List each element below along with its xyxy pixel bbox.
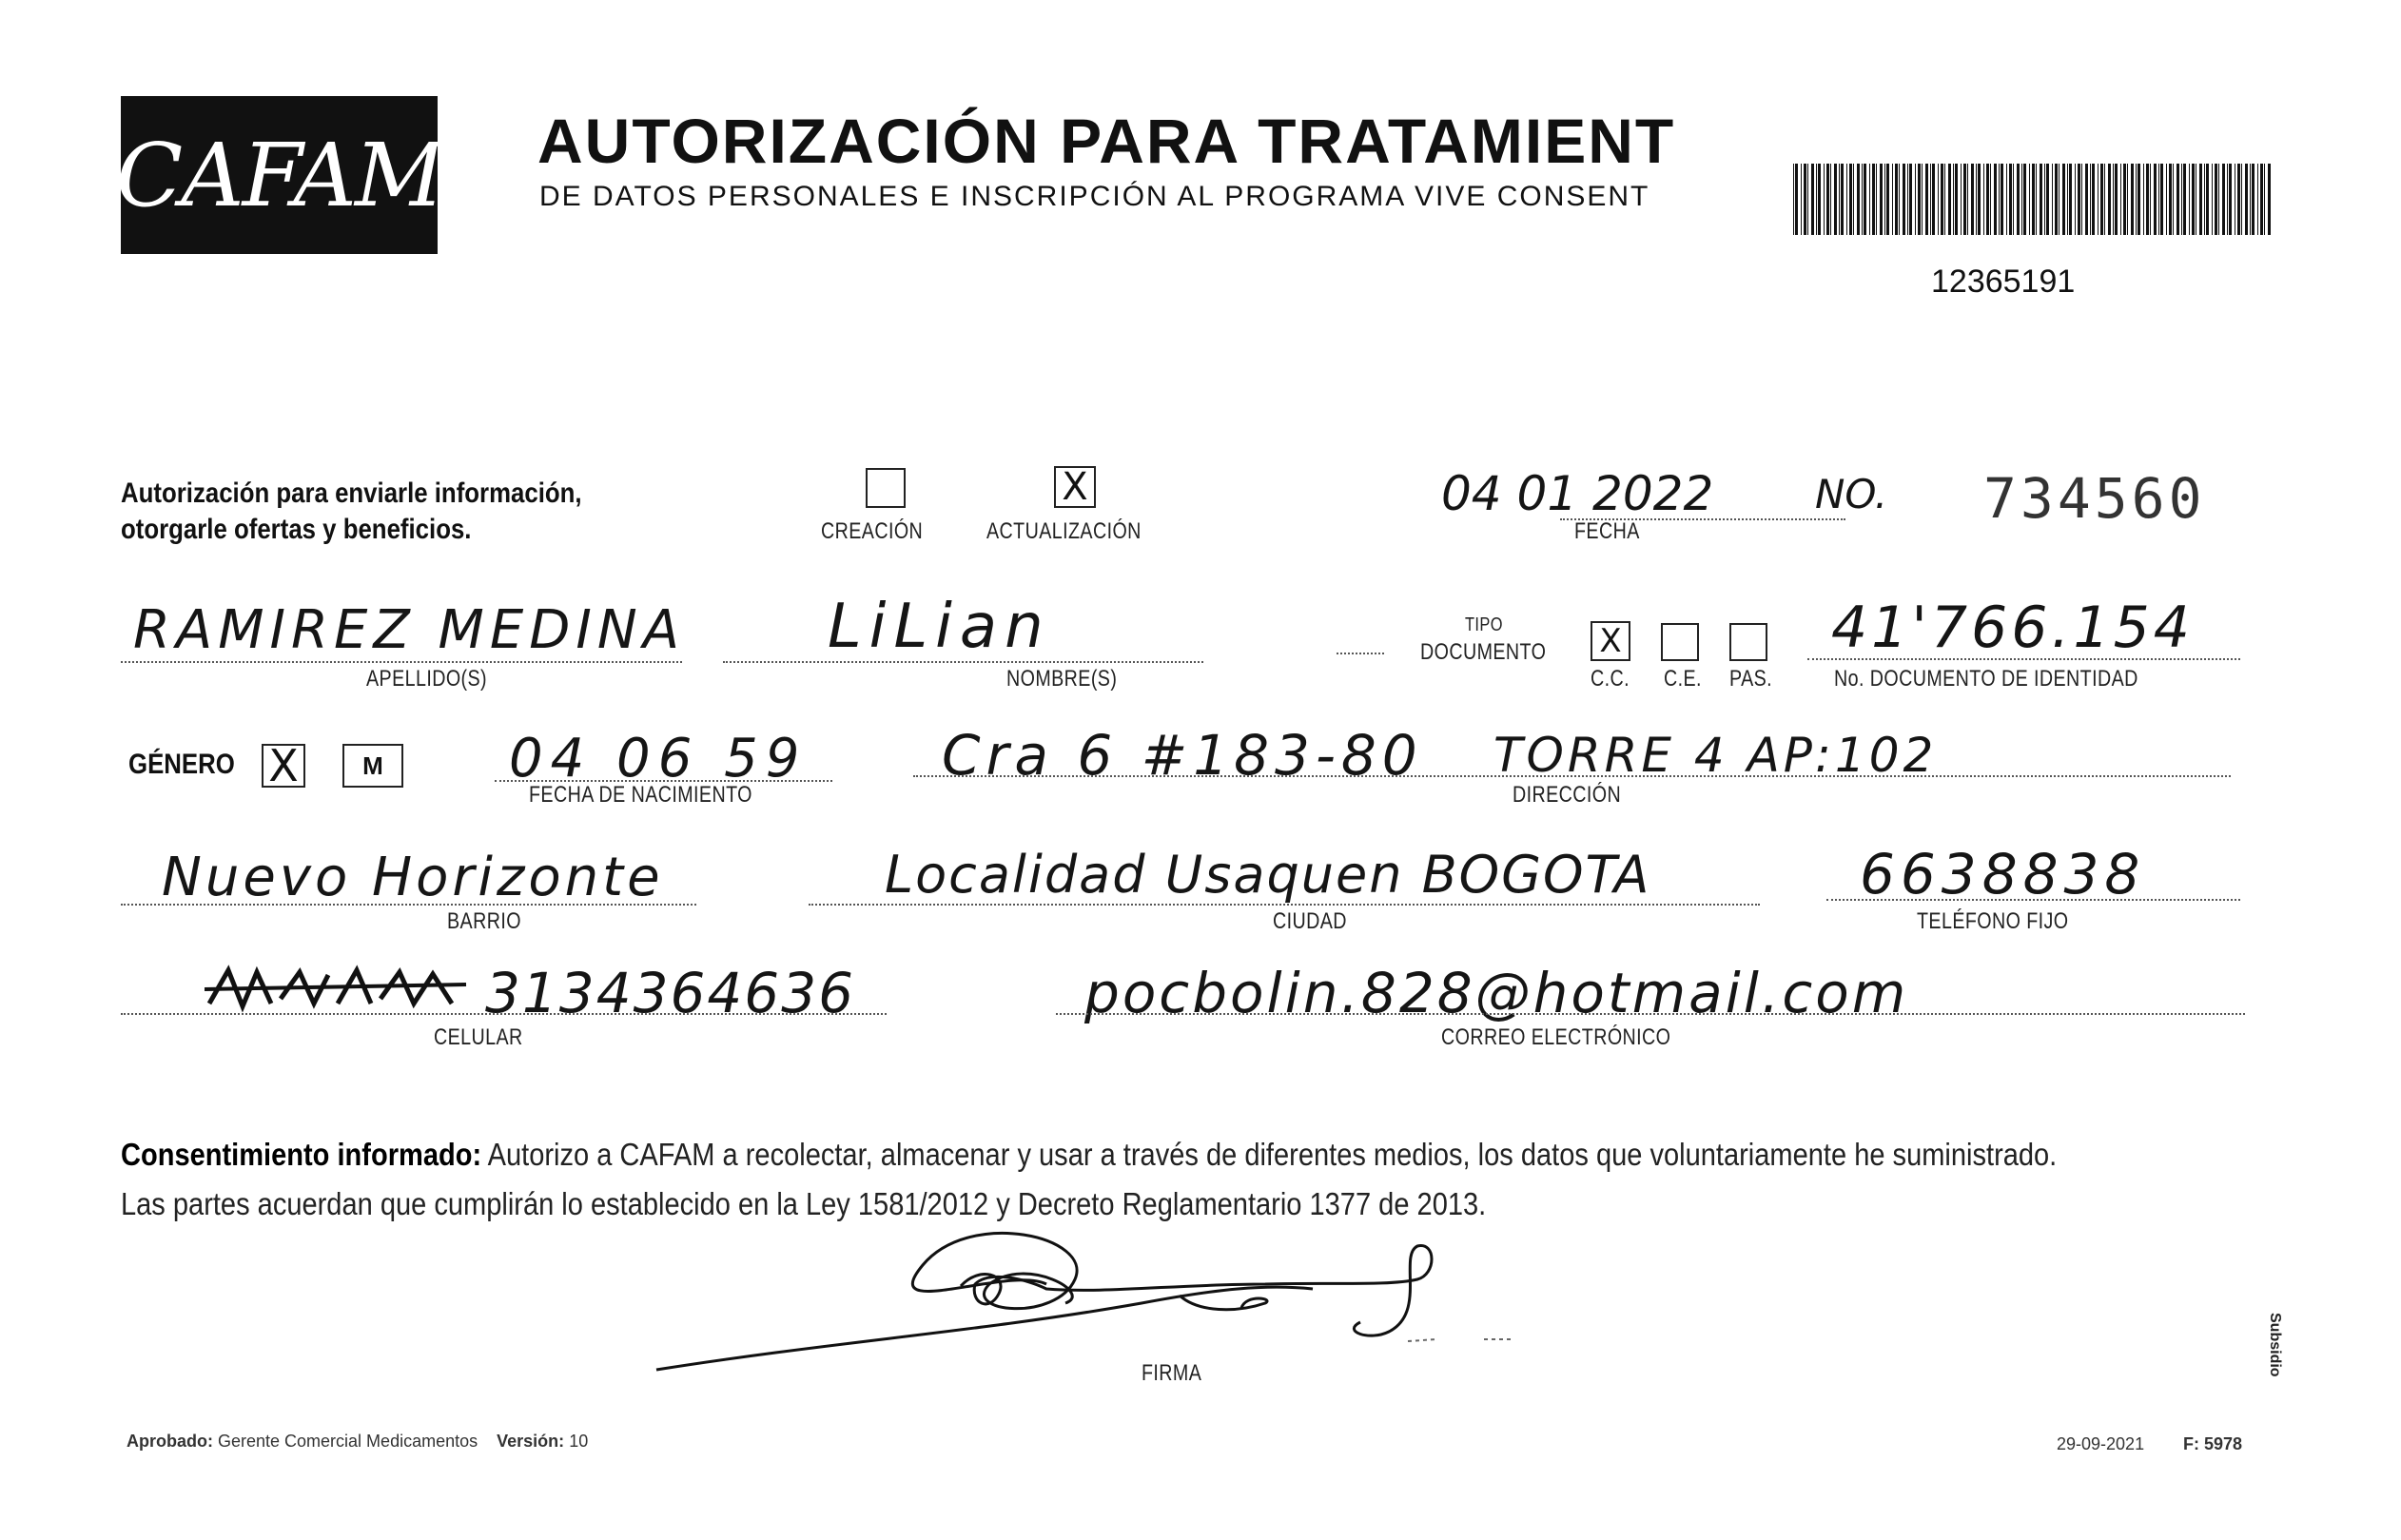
barcode-bar bbox=[1953, 164, 1954, 235]
barcode-bar bbox=[2046, 164, 2049, 235]
barcode-bar bbox=[2104, 164, 2105, 235]
barcode-bar bbox=[2215, 164, 2217, 235]
barcode-bar bbox=[2078, 164, 2080, 235]
barcode-number: 12365191 bbox=[1931, 263, 2076, 300]
creation-checkbox[interactable] bbox=[866, 468, 906, 508]
barcode-bar bbox=[1849, 164, 1852, 235]
barcode-bar bbox=[1915, 164, 1916, 235]
barcode-bar bbox=[1999, 164, 2000, 235]
barcode-bar bbox=[1884, 164, 1885, 235]
consent-line-2: Las partes acuerdan que cumplirán lo establecido en la Ley 1581/2012 y Decreto Reglamentario 1377 de 2013. bbox=[121, 1186, 1487, 1221]
footer-code: F: 5978 bbox=[2183, 1434, 2243, 1453]
barcode-bar bbox=[2092, 164, 2095, 235]
surnames-line bbox=[121, 661, 682, 663]
barcode-bar bbox=[1961, 164, 1962, 235]
mobile-line bbox=[121, 1013, 887, 1015]
barcode-bar bbox=[1886, 164, 1889, 235]
barcode-bar bbox=[1918, 164, 1921, 235]
address-label: DIRECCIÓN bbox=[1513, 782, 1622, 808]
barcode-bar bbox=[2021, 164, 2022, 235]
barcode-bar bbox=[1925, 164, 1928, 235]
barcode-bar bbox=[2150, 164, 2151, 235]
barcode-bar bbox=[2036, 164, 2037, 235]
barcode-bar bbox=[2206, 164, 2209, 235]
barcode-bar bbox=[1816, 164, 1817, 235]
gender-label: GÉNERO bbox=[128, 749, 235, 780]
barcode-bar bbox=[1938, 164, 1939, 235]
approved-value: Gerente Comercial Medicamentos bbox=[218, 1432, 478, 1451]
barcode-bar bbox=[1930, 164, 1931, 235]
barcode-bar bbox=[2181, 164, 2182, 235]
footer-approved bbox=[127, 1432, 588, 1452]
doc-number-line bbox=[1807, 658, 2240, 660]
consent-line-1: Autorizo a CAFAM a recolectar, almacenar y usar a través de diferentes medios, los datos que voluntariamente he suministrado. bbox=[487, 1137, 2058, 1172]
city-line bbox=[809, 904, 1760, 906]
barcode-bar bbox=[1971, 164, 1974, 235]
barcode-bar bbox=[2143, 164, 2144, 235]
signature-label: FIRMA bbox=[1142, 1360, 1202, 1386]
barcode-bar bbox=[1967, 164, 1968, 235]
doc-number-label: No. DOCUMENTO DE IDENTIDAD bbox=[1834, 666, 2138, 692]
barcode-bar bbox=[2062, 164, 2065, 235]
email-value: pocbolin.828@hotmail.com bbox=[1084, 961, 1909, 1025]
barcode-bar bbox=[2040, 164, 2042, 235]
consent-heading: Consentimiento informado: bbox=[121, 1137, 482, 1172]
barcode-bar bbox=[2136, 164, 2137, 235]
creation-label: CREACIÓN bbox=[821, 518, 924, 544]
barcode-bar bbox=[1899, 164, 1900, 235]
names-line-tail bbox=[1337, 653, 1384, 654]
barcode-bar bbox=[1948, 164, 1951, 235]
barcode-bar bbox=[2009, 164, 2012, 235]
barcode-bar bbox=[1853, 164, 1854, 235]
neighborhood-value: Nuevo Horizonte bbox=[162, 847, 664, 908]
phone-line bbox=[1826, 899, 2240, 901]
barcode-bar bbox=[1932, 164, 1935, 235]
barcode-bar bbox=[2055, 164, 2058, 235]
barcode-bar bbox=[1846, 164, 1847, 235]
barcode-bar bbox=[2029, 164, 2030, 235]
barcode bbox=[1793, 164, 2274, 235]
birth-date-label: FECHA DE NACIMIENTO bbox=[529, 782, 752, 808]
barcode-bar bbox=[2160, 164, 2163, 235]
barcode-bar bbox=[2131, 164, 2134, 235]
barcode-bar bbox=[1994, 164, 1997, 235]
version-value: 10 bbox=[569, 1432, 589, 1451]
barcode-bar bbox=[1986, 164, 1989, 235]
authorization-text-2: otorgarle ofertas y beneficios. bbox=[121, 514, 472, 545]
authorization-text-1: Autorización para enviarle información, bbox=[121, 478, 582, 509]
barcode-bar bbox=[1990, 164, 1991, 235]
barcode-bar bbox=[1839, 164, 1840, 235]
doc-type-label-2: DOCUMENTO bbox=[1420, 639, 1547, 665]
barcode-bar bbox=[2137, 164, 2140, 235]
barcode-bar bbox=[1922, 164, 1923, 235]
mobile-label: CELULAR bbox=[434, 1024, 523, 1050]
signature bbox=[647, 1227, 1598, 1398]
gender-m-checkbox[interactable] bbox=[342, 744, 403, 788]
barcode-bar bbox=[2264, 164, 2265, 235]
barcode-bar bbox=[2013, 164, 2014, 235]
address-extra: TORRE 4 AP:102 bbox=[1493, 728, 1938, 783]
barcode-bar bbox=[2081, 164, 2082, 235]
barcode-bar bbox=[1903, 164, 1905, 235]
doc-type-ce-checkbox[interactable] bbox=[1661, 623, 1699, 661]
footer-date: 29-09-2021 bbox=[2057, 1434, 2145, 1453]
barcode-bar bbox=[1909, 164, 1912, 235]
barcode-bar bbox=[1978, 164, 1981, 235]
barcode-bar bbox=[2113, 164, 2114, 235]
barcode-bar bbox=[2257, 164, 2258, 235]
doc-type-label-1: TIPO bbox=[1465, 614, 1503, 635]
barcode-bar bbox=[2260, 164, 2263, 235]
barcode-bar bbox=[2052, 164, 2053, 235]
barcode-bar bbox=[2108, 164, 2111, 235]
barcode-bar bbox=[1876, 164, 1877, 235]
barcode-bar bbox=[1834, 164, 1837, 235]
doc-type-pas-checkbox[interactable] bbox=[1729, 623, 1767, 661]
date-value: 04 01 2022 bbox=[1441, 466, 1714, 521]
crossed-out-text bbox=[205, 961, 471, 1018]
barcode-bar bbox=[2090, 164, 2091, 235]
mobile-value: 3134364636 bbox=[485, 961, 856, 1025]
barcode-bar bbox=[1826, 164, 1829, 235]
barcode-bar bbox=[1955, 164, 1958, 235]
barcode-bar bbox=[2177, 164, 2179, 235]
barcode-bar bbox=[2146, 164, 2149, 235]
form-subtitle: DE DATOS PERSONALES E INSCRIPCIÓN AL PROGRAMA VIVE CONSENT bbox=[539, 181, 1650, 212]
barcode-bar bbox=[1818, 164, 1821, 235]
barcode-bar bbox=[1862, 164, 1863, 235]
barcode-bar bbox=[1944, 164, 1945, 235]
logo-text: CAFAM bbox=[115, 124, 443, 226]
update-checkbox[interactable]: X bbox=[1054, 466, 1096, 508]
barcode-bar bbox=[2100, 164, 2103, 235]
barcode-bar bbox=[2250, 164, 2251, 235]
phone-value: 6638838 bbox=[1860, 842, 2146, 906]
doc-type-pas-label: PAS. bbox=[1729, 666, 1773, 692]
surnames-label: APELLIDO(S) bbox=[366, 666, 488, 692]
barcode-bar bbox=[2017, 164, 2020, 235]
barcode-bar bbox=[1976, 164, 1977, 235]
barcode-bar bbox=[2227, 164, 2228, 235]
barcode-bar bbox=[2169, 164, 2172, 235]
barcode-bar bbox=[2123, 164, 2126, 235]
barcode-bar bbox=[2183, 164, 2186, 235]
barcode-bar bbox=[2245, 164, 2248, 235]
barcode-bar bbox=[1895, 164, 1898, 235]
date-label: FECHA bbox=[1574, 518, 1640, 544]
neighborhood-line bbox=[121, 904, 696, 906]
barcode-bar bbox=[2229, 164, 2232, 235]
consent-text bbox=[121, 1130, 2058, 1229]
barcode-bar bbox=[1811, 164, 1814, 235]
update-label: ACTUALIZACIÓN bbox=[986, 518, 1142, 544]
barcode-bar bbox=[2166, 164, 2167, 235]
barcode-bar bbox=[2268, 164, 2271, 235]
barcode-bar bbox=[2237, 164, 2240, 235]
phone-label: TELÉFONO FIJO bbox=[1917, 908, 2069, 934]
barcode-bar bbox=[1907, 164, 1908, 235]
address-value: Cra 6 #183-80 bbox=[942, 723, 1423, 788]
birth-date-value: 04 06 59 bbox=[509, 728, 808, 789]
barcode-bar bbox=[2001, 164, 2003, 235]
barcode-bar bbox=[2218, 164, 2219, 235]
barcode-bar bbox=[2192, 164, 2195, 235]
barcode-bar bbox=[2067, 164, 2068, 235]
names-line bbox=[723, 661, 1203, 663]
doc-type-ce-label: C.E. bbox=[1664, 666, 1702, 692]
barcode-bar bbox=[2252, 164, 2255, 235]
barcode-bar bbox=[2158, 164, 2159, 235]
barcode-bar bbox=[2199, 164, 2202, 235]
no-label: NO. bbox=[1815, 471, 1888, 517]
barcode-bar bbox=[2222, 164, 2225, 235]
barcode-bar bbox=[2085, 164, 2088, 235]
barcode-bar bbox=[1864, 164, 1866, 235]
city-value: Localidad Usaquen BOGOTA bbox=[885, 845, 1651, 905]
email-label: CORREO ELECTRÓNICO bbox=[1441, 1024, 1671, 1050]
barcode-bar bbox=[1869, 164, 1870, 235]
surnames-value: RAMIREZ MEDINA bbox=[133, 599, 686, 661]
barcode-bar bbox=[2032, 164, 2035, 235]
barcode-bar bbox=[2212, 164, 2213, 235]
barcode-bar bbox=[2154, 164, 2157, 235]
side-text: Subsidio bbox=[2267, 1313, 2283, 1377]
barcode-bar bbox=[1793, 164, 1794, 235]
form-title: AUTORIZACIÓN PARA TRATAMIENT bbox=[537, 106, 1676, 176]
barcode-bar bbox=[1804, 164, 1806, 235]
doc-type-cc-label: C.C. bbox=[1591, 666, 1630, 692]
version-label: Versión: bbox=[497, 1432, 565, 1451]
barcode-bar bbox=[1983, 164, 1984, 235]
barcode-bar bbox=[2127, 164, 2128, 235]
neighborhood-label: BARRIO bbox=[447, 908, 521, 934]
barcode-bar bbox=[2189, 164, 2190, 235]
barcode-bar bbox=[1801, 164, 1802, 235]
form-number: 734560 bbox=[1983, 466, 2206, 531]
barcode-bar bbox=[1830, 164, 1831, 235]
barcode-bar bbox=[2069, 164, 2072, 235]
address-line bbox=[913, 775, 2231, 777]
barcode-bar bbox=[2173, 164, 2174, 235]
barcode-bar bbox=[2023, 164, 2026, 235]
barcode-bar bbox=[2006, 164, 2007, 235]
barcode-bar bbox=[1795, 164, 1798, 235]
approved-label: Aprobado: bbox=[127, 1432, 213, 1451]
gender-f-checkbox[interactable]: X bbox=[262, 744, 305, 788]
barcode-bar bbox=[2120, 164, 2121, 235]
names-value: LiLian bbox=[828, 592, 1051, 662]
barcode-bar bbox=[1872, 164, 1875, 235]
barcode-bar bbox=[1963, 164, 1966, 235]
barcode-bar bbox=[2204, 164, 2205, 235]
email-line bbox=[1056, 1013, 2245, 1015]
barcode-bar bbox=[1857, 164, 1860, 235]
doc-type-cc-checkbox[interactable]: X bbox=[1591, 621, 1630, 661]
names-label: NOMBRE(S) bbox=[1006, 666, 1118, 692]
barcode-bar bbox=[1841, 164, 1844, 235]
cafam-logo bbox=[115, 96, 443, 254]
barcode-bar bbox=[1824, 164, 1825, 235]
barcode-bar bbox=[1880, 164, 1883, 235]
doc-number-value: 41'766.154 bbox=[1831, 595, 2194, 661]
barcode-bar bbox=[2241, 164, 2242, 235]
barcode-bar bbox=[2044, 164, 2045, 235]
barcode-bar bbox=[1892, 164, 1893, 235]
barcode-bar bbox=[1941, 164, 1943, 235]
city-label: CIUDAD bbox=[1273, 908, 1347, 934]
barcode-bar bbox=[1807, 164, 1808, 235]
barcode-bar bbox=[2075, 164, 2076, 235]
barcode-bar bbox=[2115, 164, 2118, 235]
gender-m-label: M bbox=[362, 751, 383, 780]
